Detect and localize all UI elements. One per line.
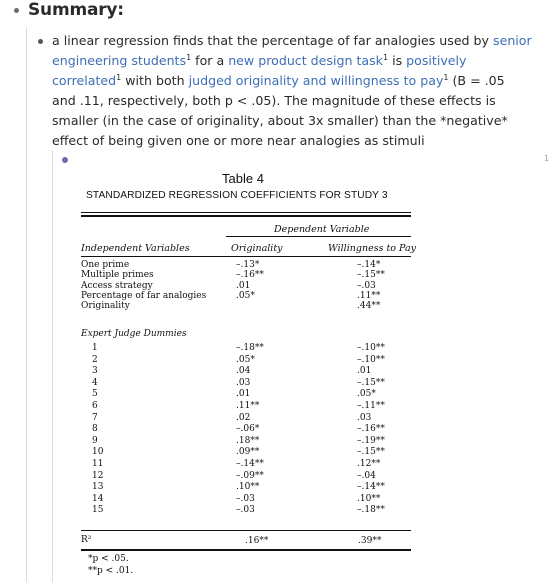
cell-willingness: –.15** [357,377,385,388]
cell-originality: –.03 [236,505,255,516]
judge-number: 12 [92,470,104,481]
link-senior-engineering-students[interactable]: senior engineering students [52,33,532,68]
judge-number: 5 [92,389,98,400]
cell-originality: .01 [236,280,251,291]
cell-originality: .09** [236,447,260,458]
cell-willingness: –.18** [357,505,385,516]
text-segment: with both [121,73,189,88]
cell-willingness: –.03 [357,280,376,291]
cell-originality: –.03 [236,493,255,504]
cell-willingness: .03 [357,412,372,423]
table-note-p01: **p < .01. [88,566,134,576]
table-rule-r2-top [81,530,411,531]
text-segment: is [388,53,407,68]
cell-willingness: –.14** [357,482,385,493]
cell-willingness: .10** [357,493,381,504]
table-rule-top-thick [81,215,411,217]
cell-originality: .04 [236,366,251,377]
judge-number: 7 [92,412,98,423]
cell-originality: .10** [236,482,260,493]
table-rule-bottom [81,549,411,551]
cell-willingness: –.10** [357,354,385,365]
judge-number: 9 [92,435,98,446]
row-label: Percentage of far analogies [81,290,207,301]
cell-originality: .05* [236,290,255,301]
indent-guide [26,27,27,582]
judge-number: 1 [92,343,98,353]
cell-willingness: –.15** [357,270,385,281]
cell-willingness: –.19** [357,435,385,446]
cell-originality: .03 [236,377,251,388]
judge-number: 13 [92,482,104,493]
link-judged-originality[interactable]: judged originality and willingness to pay [188,73,444,88]
col-header-originality: Originality [231,243,283,254]
table-rule-dependent [226,236,411,237]
r2-willingness: .39** [358,536,382,546]
table-rule-header [81,256,411,257]
judge-number: 10 [92,447,104,458]
footnote-marker: 1 [186,52,192,62]
dependent-variable-header: Dependent Variable [274,224,370,235]
table-subtitle: STANDARDIZED REGRESSION COEFFICIENTS FOR STUDY 3 [86,190,388,201]
col-header-independent: Independent Variables [81,243,190,254]
footnote-marker: 1 [382,52,389,62]
col-header-willingness: Willingness to Pay [328,243,417,254]
cell-willingness: –.11** [357,401,385,411]
cell-willingness: .44** [357,301,381,312]
cell-willingness: .11** [357,290,381,301]
cell-originality: –.13* [236,260,260,270]
cell-originality: –.18** [236,343,264,353]
text-segment: a linear regression finds that the percentage of far analogies used by [52,33,494,48]
table-rule-top [81,212,411,213]
summary-bullet [14,8,19,13]
row-label: Access strategy [81,280,153,291]
indent-guide-nested [52,150,53,582]
text-segment: for a [191,53,229,68]
paragraph-bullet [38,39,43,44]
judge-number: 14 [92,493,104,504]
cell-originality: .02 [236,412,251,423]
gutter-number: 1 [544,154,550,163]
cell-willingness: –.04 [357,470,376,481]
judge-number: 8 [92,424,98,435]
judge-dummies-header: Expert Judge Dummies [81,329,187,339]
cell-willingness: –.16** [357,424,385,435]
cell-willingness: .12** [357,459,381,469]
cell-willingness: –.14* [357,260,381,270]
cell-originality: .01 [236,389,251,400]
cell-originality: –.06* [236,424,260,435]
footnote-marker: 1 [116,72,122,82]
table-note-p05: *p < .05. [88,554,129,564]
cell-willingness: –.10** [357,343,385,353]
judge-number: 15 [92,505,104,516]
cell-originality: –.16** [236,270,264,281]
cell-originality: .11** [236,401,260,411]
cell-originality: .05* [236,354,255,365]
text-segment: (B = .05 and .11, respectively, both p < .05). The magnitude of these effects is smaller (in the case of originality, about 3x smaller) than the *negative* effect of being given one or more near analogies as stimuli [52,73,508,148]
table-caption: Table 4 [222,171,264,186]
summary-paragraph [52,31,532,151]
cell-willingness: –.15** [357,447,385,458]
judge-number: 11 [92,459,104,469]
cell-originality: –.09** [236,470,264,481]
cell-willingness: .05* [357,389,376,400]
judge-number: 6 [92,401,98,411]
cell-originality: –.14** [236,459,264,469]
cell-willingness: .01 [357,366,372,377]
r2-originality: .16** [245,536,269,546]
nested-bullet [62,157,68,163]
row-label: Multiple primes [81,270,154,281]
footnote-marker: 1 [443,72,449,82]
link-positively-correlated[interactable]: positively correlated [52,53,467,88]
row-label: Originality [81,301,130,312]
judge-number: 4 [92,377,98,388]
judge-number: 2 [92,354,98,365]
link-new-product-design-task[interactable]: new product design task [228,53,383,68]
cell-originality: .18** [236,435,260,446]
r2-label: R² [81,535,92,545]
summary-heading: Summary: [28,0,124,20]
judge-number: 3 [92,366,98,377]
row-label: One prime [81,260,130,270]
